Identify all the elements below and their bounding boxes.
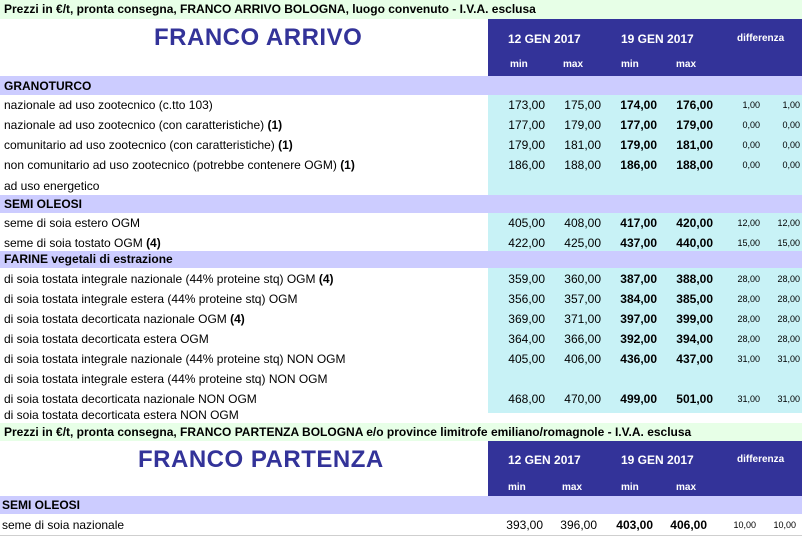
row-label: seme di soia tostato OGM bbox=[4, 236, 147, 250]
row-label-clipped: di soia tostata decorticata estera NON OGM bbox=[4, 408, 239, 422]
max-prev: 360,00 bbox=[564, 272, 601, 286]
min-prev: 405,00 bbox=[508, 352, 545, 366]
max-prev: 181,00 bbox=[564, 138, 601, 152]
arrivo-diff-header: differenza bbox=[737, 33, 785, 44]
min-curr: 177,00 bbox=[620, 118, 657, 132]
row-note: (1) bbox=[267, 118, 283, 132]
row-note: (1) bbox=[340, 158, 355, 172]
row-label: non comunitario ad uso zootecnico (potrebbe contenere OGM) bbox=[4, 158, 341, 172]
arrivo-header-block bbox=[488, 19, 802, 76]
partenza-date-curr: 19 GEN 2017 bbox=[621, 453, 694, 467]
min-curr: 436,00 bbox=[620, 352, 657, 366]
max-prev: 406,00 bbox=[564, 352, 601, 366]
arrivo-title: FRANCO ARRIVO bbox=[154, 24, 363, 51]
table-row bbox=[0, 408, 488, 422]
max-prev: 357,00 bbox=[564, 292, 601, 306]
min-curr: 403,00 bbox=[616, 518, 653, 532]
row-note: (4) bbox=[318, 272, 334, 286]
partenza-min-curr: min bbox=[621, 482, 639, 493]
arrivo-date-prev: 12 GEN 2017 bbox=[508, 32, 581, 46]
diff-min: 31,00 bbox=[737, 354, 760, 364]
diff-max: 28,00 bbox=[777, 334, 800, 344]
diff-min: 31,00 bbox=[737, 394, 760, 404]
row-label: di soia tostata integrale nazionale (44% proteine stq) NON OGM bbox=[4, 352, 346, 366]
diff-max: 0,00 bbox=[782, 160, 800, 170]
min-curr: 437,00 bbox=[620, 236, 657, 250]
partenza-banner: Prezzi in €/t, pronta consegna, FRANCO PARTENZA BOLOGNA e/o province limitrofe emiliano/romagnole - I.V.A. esclusa bbox=[4, 425, 692, 439]
min-prev: 359,00 bbox=[508, 272, 545, 286]
row-label: ad uso energetico bbox=[4, 179, 100, 193]
diff-max: 15,00 bbox=[777, 238, 800, 248]
row-label: di soia tostata decorticata nazionale NON OGM bbox=[4, 392, 257, 406]
min-prev: 422,00 bbox=[508, 236, 545, 250]
max-curr: 179,00 bbox=[676, 118, 713, 132]
partenza-max-curr: max bbox=[676, 482, 697, 493]
min-curr: 174,00 bbox=[620, 98, 657, 112]
row-note: (1) bbox=[278, 138, 293, 152]
row-label: di soia tostata integrale estera (44% proteine stq) OGM bbox=[4, 292, 298, 306]
diff-min: 15,00 bbox=[737, 238, 760, 248]
arrivo-min-prev: min bbox=[510, 59, 528, 70]
row-note: (4) bbox=[146, 236, 161, 250]
diff-max: 31,00 bbox=[777, 394, 800, 404]
diff-max: 28,00 bbox=[777, 294, 800, 304]
partenza-max-prev: max bbox=[562, 482, 583, 493]
section-title-farine: FARINE vegetali di estrazione bbox=[4, 252, 173, 266]
min-prev: 356,00 bbox=[508, 292, 545, 306]
row-note: (4) bbox=[230, 312, 245, 326]
min-prev: 405,00 bbox=[508, 216, 545, 230]
row-label: seme di soia estero OGM bbox=[4, 216, 141, 230]
max-prev: 179,00 bbox=[564, 118, 601, 132]
min-prev: 369,00 bbox=[508, 312, 545, 326]
min-curr: 387,00 bbox=[620, 272, 657, 286]
max-curr: 406,00 bbox=[670, 518, 707, 532]
max-prev: 470,00 bbox=[564, 392, 601, 406]
partenza-diff-header: differenza bbox=[737, 454, 785, 465]
partenza-title: FRANCO PARTENZA bbox=[138, 446, 384, 473]
arrivo-min-curr: min bbox=[621, 59, 639, 70]
diff-max: 0,00 bbox=[782, 140, 800, 150]
partenza-date-prev: 12 GEN 2017 bbox=[508, 453, 581, 467]
max-curr: 388,00 bbox=[676, 272, 713, 286]
min-curr: 417,00 bbox=[620, 216, 657, 230]
max-curr: 394,00 bbox=[676, 332, 713, 346]
arrivo-max-prev: max bbox=[563, 59, 584, 70]
max-curr: 440,00 bbox=[676, 236, 713, 250]
arrivo-max-curr: max bbox=[676, 59, 697, 70]
min-curr: 392,00 bbox=[620, 332, 657, 346]
max-curr: 399,00 bbox=[676, 312, 713, 326]
section-title-granoturco: GRANOTURCO bbox=[4, 79, 92, 93]
diff-min: 28,00 bbox=[737, 294, 760, 304]
row-label: di soia tostata integrale estera (44% proteine stq) NON OGM bbox=[4, 372, 328, 386]
row-label: di soia tostata decorticata estera OGM bbox=[4, 332, 209, 346]
max-prev: 175,00 bbox=[564, 98, 601, 112]
row-label: nazionale ad uso zootecnico (con caratteristiche) bbox=[4, 118, 268, 132]
max-curr: 176,00 bbox=[676, 98, 713, 112]
arrivo-banner-bar bbox=[0, 0, 802, 19]
section-bar-semi-oleosi bbox=[0, 195, 802, 213]
row-label: comunitario ad uso zootecnico (con caratteristiche) bbox=[4, 138, 279, 152]
max-prev: 425,00 bbox=[564, 236, 601, 250]
diff-min: 0,00 bbox=[742, 120, 760, 130]
max-curr: 420,00 bbox=[676, 216, 713, 230]
diff-min: 10,00 bbox=[733, 520, 756, 530]
min-curr: 397,00 bbox=[620, 312, 657, 326]
row-label: nazionale ad uso zootecnico (c.tto 103) bbox=[4, 98, 213, 112]
diff-max: 28,00 bbox=[777, 314, 800, 324]
max-prev: 371,00 bbox=[564, 312, 601, 326]
min-prev: 179,00 bbox=[508, 138, 545, 152]
section-title-semi-oleosi: SEMI OLEOSI bbox=[4, 197, 83, 211]
partenza-min-prev: min bbox=[508, 482, 526, 493]
partenza-header-block bbox=[488, 441, 802, 496]
diff-max: 1,00 bbox=[782, 100, 800, 110]
max-curr: 437,00 bbox=[676, 352, 713, 366]
max-curr: 181,00 bbox=[676, 138, 713, 152]
min-prev: 364,00 bbox=[508, 332, 545, 346]
min-curr: 384,00 bbox=[620, 292, 657, 306]
max-curr: 501,00 bbox=[676, 392, 713, 406]
diff-max: 10,00 bbox=[773, 520, 796, 530]
min-prev: 393,00 bbox=[506, 518, 543, 532]
diff-min: 28,00 bbox=[737, 314, 760, 324]
max-curr: 385,00 bbox=[676, 292, 713, 306]
diff-max: 12,00 bbox=[777, 218, 800, 228]
diff-min: 0,00 bbox=[742, 160, 760, 170]
diff-min: 28,00 bbox=[737, 274, 760, 284]
row-label: di soia tostata decorticata nazionale OGM bbox=[4, 312, 231, 326]
diff-max: 28,00 bbox=[777, 274, 800, 284]
bottom-rule bbox=[0, 535, 802, 536]
max-prev: 188,00 bbox=[564, 158, 601, 172]
max-curr: 188,00 bbox=[676, 158, 713, 172]
section-bar-granoturco bbox=[0, 76, 802, 95]
arrivo-date-curr: 19 GEN 2017 bbox=[621, 32, 694, 46]
diff-min: 0,00 bbox=[742, 140, 760, 150]
max-prev: 408,00 bbox=[564, 216, 601, 230]
section-title-partenza-semi: SEMI OLEOSI bbox=[2, 498, 81, 512]
partenza-banner-bar bbox=[0, 423, 802, 441]
min-prev: 468,00 bbox=[508, 392, 545, 406]
row-label: di soia tostata integrale nazionale (44% proteine stq) OGM bbox=[4, 272, 319, 286]
max-prev: 396,00 bbox=[560, 518, 597, 532]
min-prev: 177,00 bbox=[508, 118, 545, 132]
min-curr: 499,00 bbox=[620, 392, 657, 406]
min-curr: 179,00 bbox=[620, 138, 657, 152]
diff-min: 12,00 bbox=[737, 218, 760, 228]
diff-max: 31,00 bbox=[777, 354, 800, 364]
diff-min: 28,00 bbox=[737, 334, 760, 344]
section-bar-partenza-semi bbox=[0, 496, 802, 514]
max-prev: 366,00 bbox=[564, 332, 601, 346]
arrivo-banner: Prezzi in €/t, pronta consegna, FRANCO ARRIVO BOLOGNA, luogo convenuto - I.V.A. esclusa bbox=[4, 2, 536, 16]
row-label: seme di soia nazionale bbox=[2, 518, 125, 532]
diff-min: 1,00 bbox=[742, 100, 760, 110]
min-prev: 186,00 bbox=[508, 158, 545, 172]
min-curr: 186,00 bbox=[620, 158, 657, 172]
min-prev: 173,00 bbox=[508, 98, 545, 112]
diff-max: 0,00 bbox=[782, 120, 800, 130]
